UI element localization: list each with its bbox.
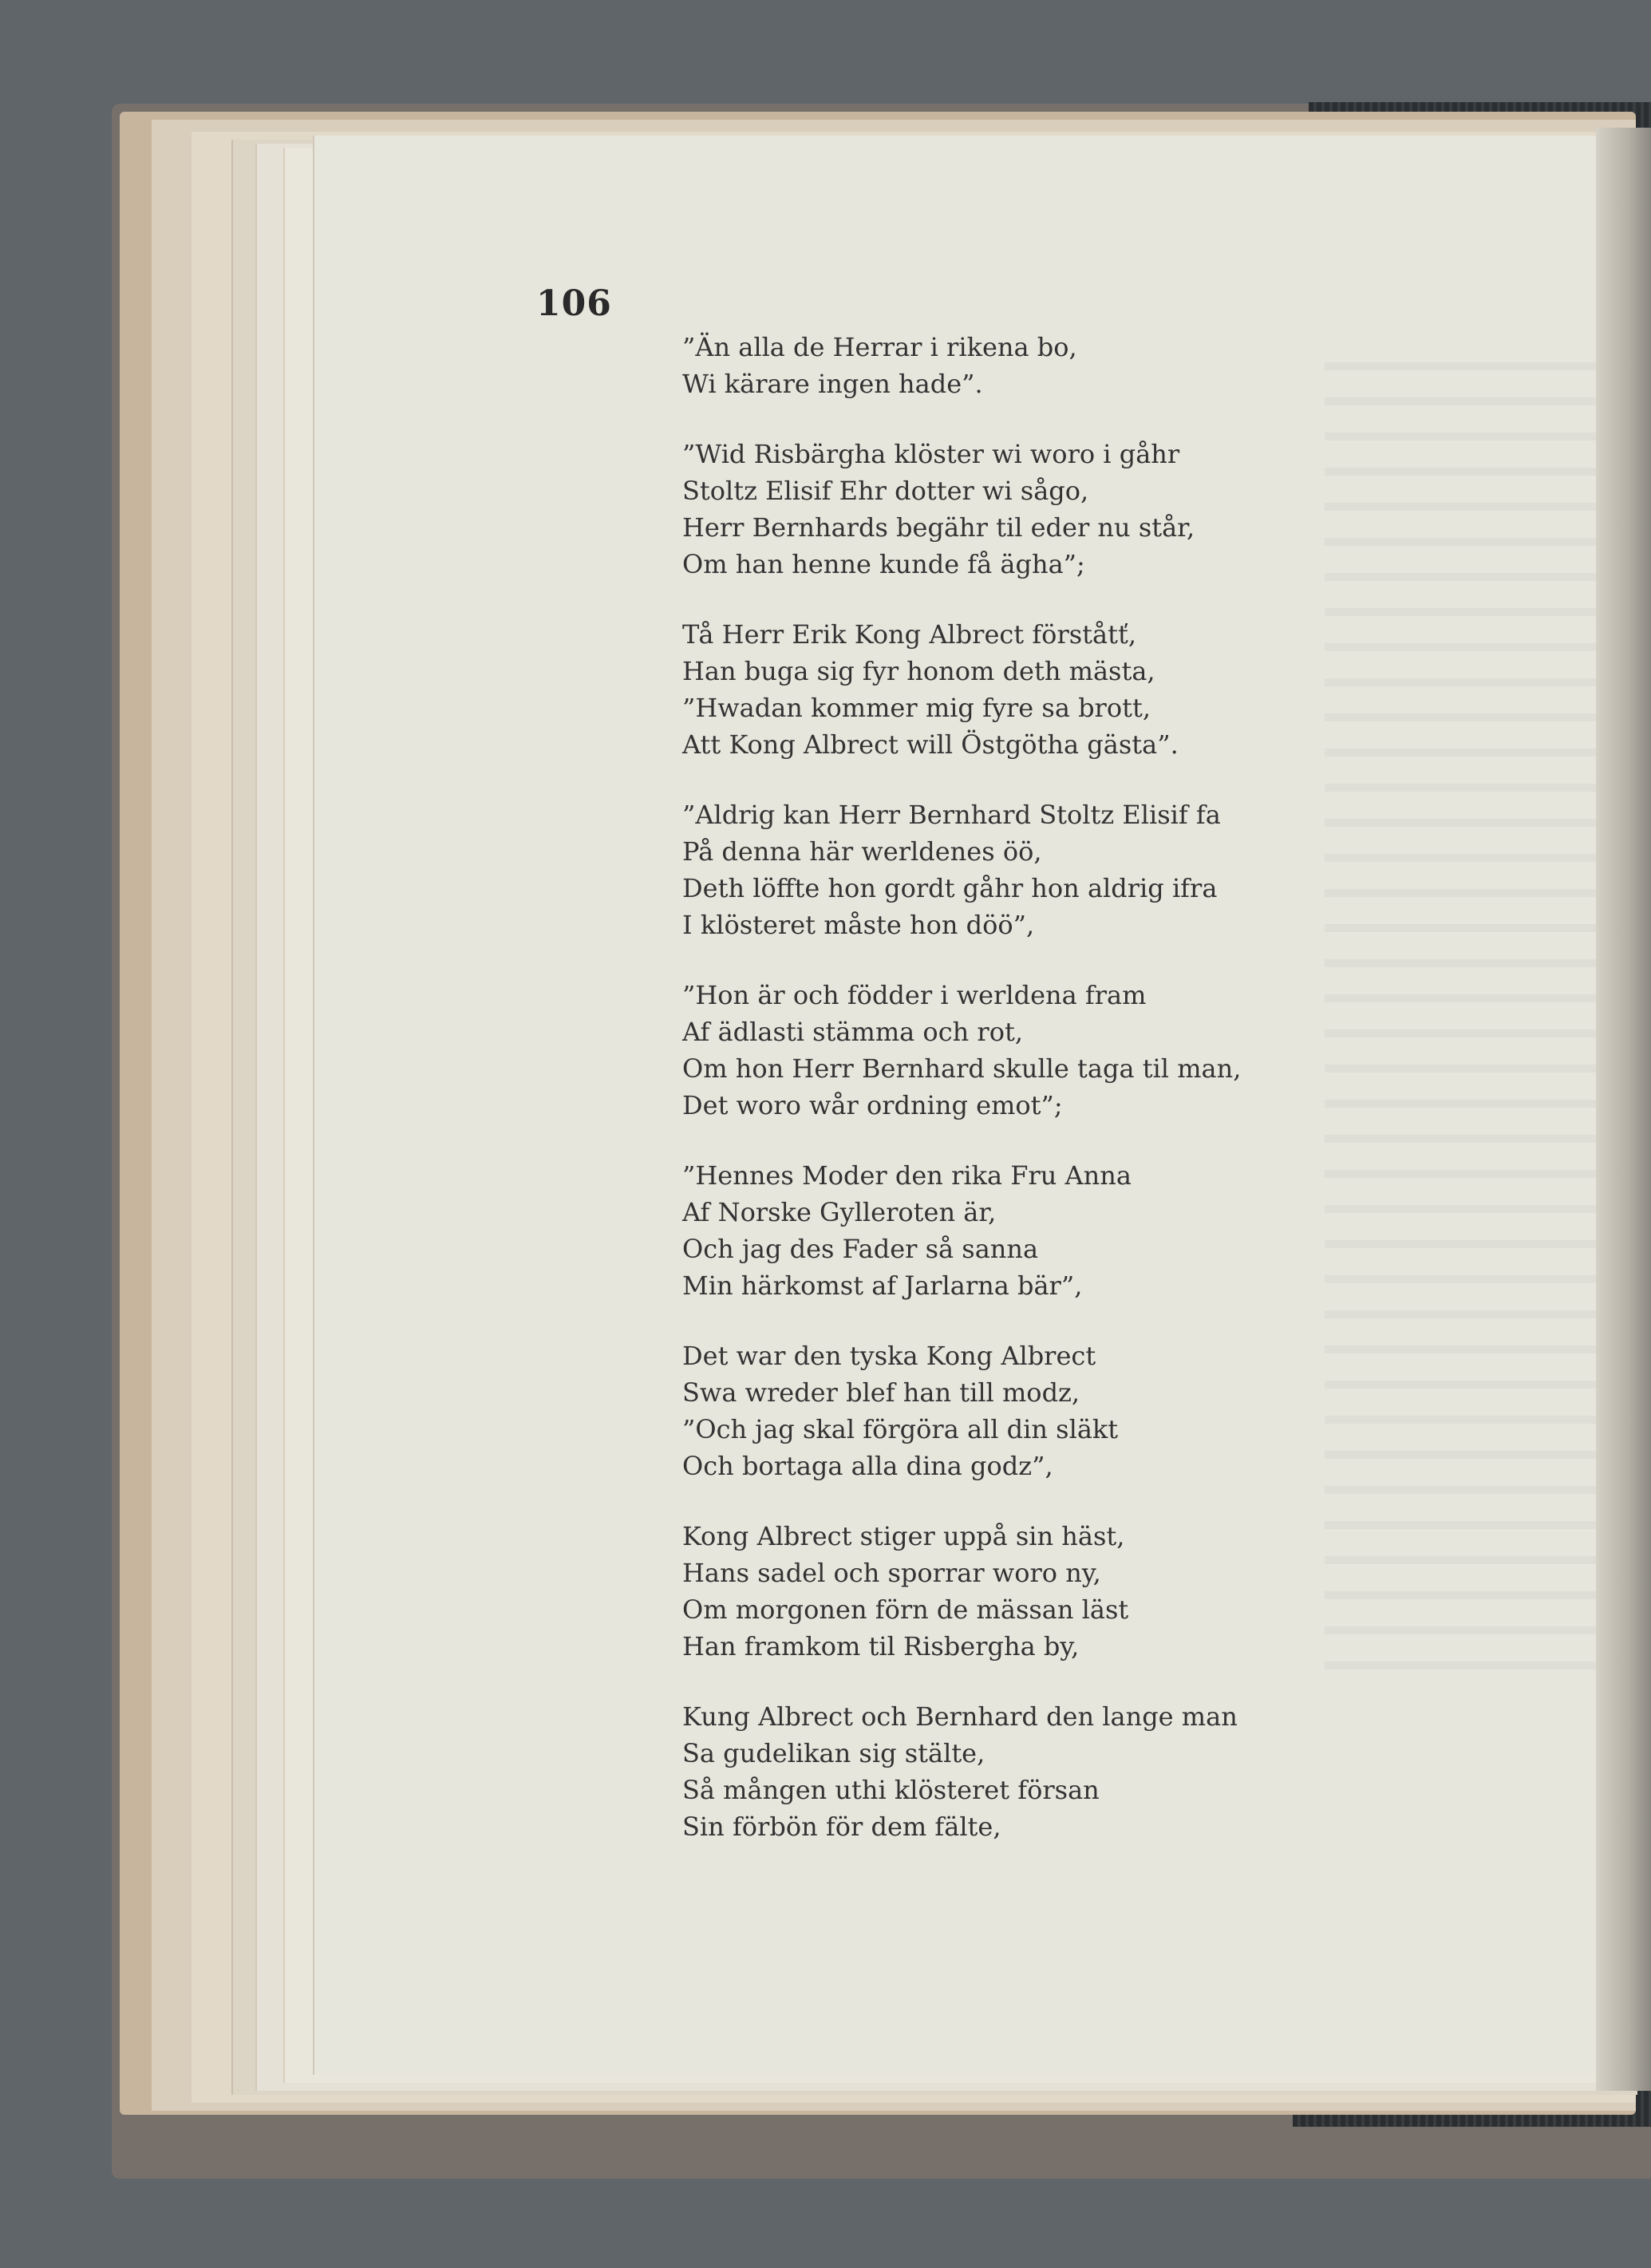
stanza	[682, 1698, 1337, 1845]
page-gutter	[1596, 128, 1651, 2091]
poem-line: Och jag des Fader så sanna	[682, 1234, 1039, 1264]
poem-line: Han framkom til Risbergha by,	[682, 1631, 1080, 1661]
poem-line: Herr Bernhards begähr til eder nu står,	[682, 512, 1195, 543]
poem-line: ”Och jag skal förgöra all din släkt	[682, 1414, 1119, 1444]
poem-line: Om morgonen förn de mässan läst	[682, 1594, 1129, 1625]
poem-line: Om han henne kunde få ägha”;	[682, 549, 1085, 579]
poem-line: Det woro wår ordning emot”;	[682, 1090, 1063, 1120]
poem-line: Deth löffte hon gordt gåhr hon aldrig ifra	[682, 873, 1218, 903]
poem-line: Och bortaga alla dina godz”,	[682, 1451, 1053, 1481]
poem-line: Kong Albrect stiger uppå sin häst,	[682, 1521, 1125, 1551]
poem-line: Att Kong Albrect will Östgötha gästa”.	[682, 729, 1179, 760]
poem-line: Så mången uthi klösteret försan	[682, 1775, 1100, 1805]
poem-line: Min härkomst af Jarlarna bär”,	[682, 1270, 1083, 1301]
stanza	[682, 1157, 1337, 1304]
poem-line: Sin förbön för dem fälte,	[682, 1812, 1001, 1842]
show-through-text	[1325, 335, 1596, 1692]
poem-line: ”Hwadan kommer mig fyre sa brott,	[682, 693, 1151, 723]
poem-line: Om hon Herr Bernhard skulle taga til man,	[682, 1053, 1242, 1084]
stanza	[682, 796, 1337, 943]
poem-line: ”Hennes Moder den rika Fru Anna	[682, 1160, 1132, 1191]
poem-line: I klösteret måste hon döö”,	[682, 910, 1035, 940]
stanza	[682, 1518, 1337, 1665]
poem-line: Af Norske Gylleroten är,	[682, 1197, 997, 1227]
poem-text	[682, 329, 1337, 1879]
poem-line: Swa wreder blef han till modz,	[682, 1377, 1080, 1408]
poem-line: Sa gudelikan sig stälte,	[682, 1738, 985, 1768]
poem-line: Kung Albrect och Bernhard den lange man	[682, 1701, 1238, 1732]
stanza	[682, 329, 1337, 402]
poem-line: Af ädlasti stämma och rot,	[682, 1017, 1023, 1047]
poem-line: På denna här werldenes öö,	[682, 836, 1042, 867]
page-number: 106	[536, 283, 612, 324]
stanza	[682, 436, 1337, 583]
poem-line: Det war den tyska Kong Albrect	[682, 1341, 1096, 1371]
poem-line: Stoltz Elisif Ehr dotter wi sågo,	[682, 476, 1089, 506]
poem-line: ”Wid Risbärgha klöster wi woro i gåhr	[682, 439, 1180, 469]
poem-line: Han buga sig fyr honom deth mästa,	[682, 656, 1155, 686]
poem-line: Wi kärare ingen hade”.	[682, 369, 983, 399]
poem-line: ”Aldrig kan Herr Bernhard Stoltz Elisif fa	[682, 800, 1221, 830]
poem-line: Tå Herr Erik Kong Albrect förståtť,	[682, 619, 1136, 650]
stanza	[682, 616, 1337, 763]
stanza	[682, 977, 1337, 1124]
poem-line: ”Hon är och födder i werldena fram	[682, 980, 1147, 1010]
poem-line: ”Än alla de Herrar i rikena bo,	[682, 332, 1077, 362]
poem-line: Hans sadel och sporrar woro ny,	[682, 1558, 1101, 1588]
stanza	[682, 1337, 1337, 1484]
